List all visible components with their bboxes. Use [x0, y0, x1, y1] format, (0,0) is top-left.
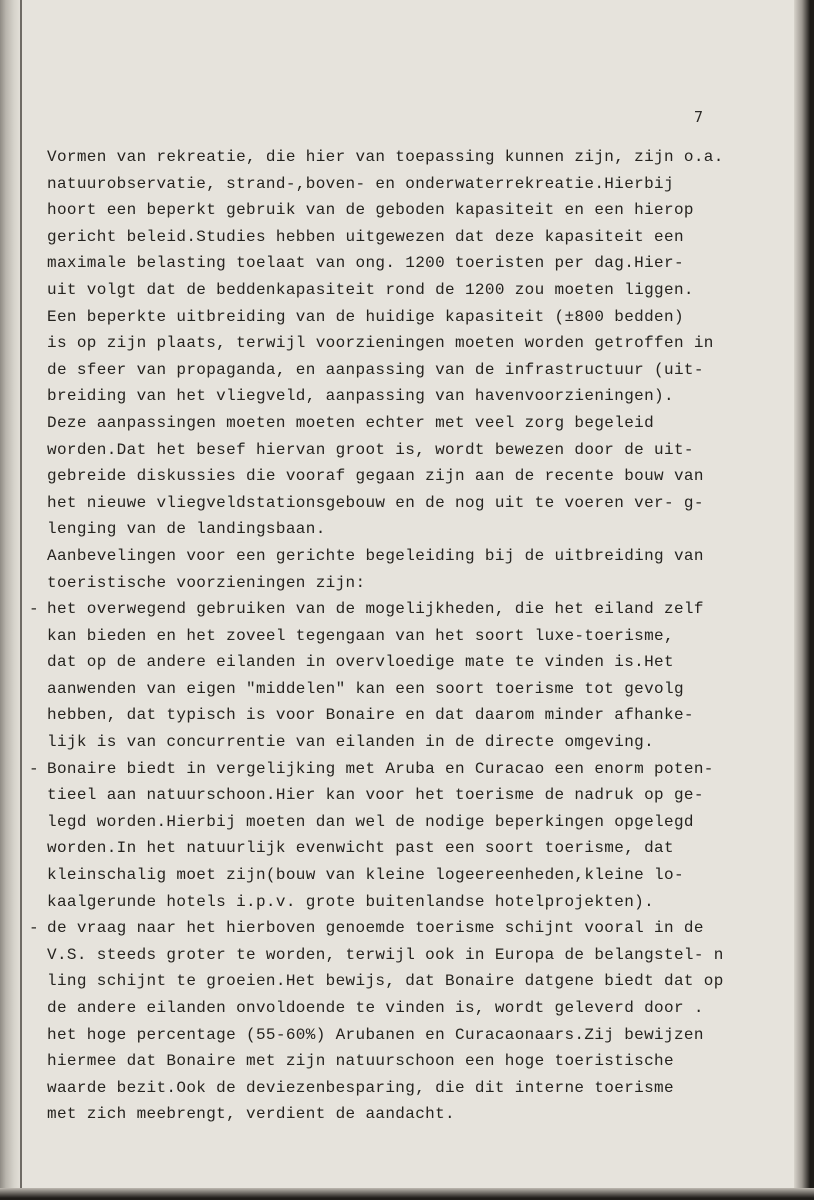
text-line: de sfeer van propaganda, en aanpassing van de infrastructuur (uit- [47, 360, 704, 379]
text-line: maximale belasting toelaat van ong. 1200 toeristen per dag.Hier- [47, 254, 684, 273]
bullet-item-line: - Bonaire biedt in vergelijking met Aruba en Curacao een enorm poten- [47, 756, 792, 783]
text-line: kleinschalig moet zijn(bouw van kleine logeereenheden,kleine lo- [47, 866, 684, 885]
text-line: natuurobservatie, strand-,boven- en onderwaterrekreatie.Hierbij [47, 174, 674, 193]
text-line: gericht beleid.Studies hebben uitgewezen dat deze kapasiteit een [47, 227, 684, 246]
text-line: lijk is van concurrentie van eilanden in de directe omgeving. [47, 733, 655, 752]
text-line: tieel aan natuurschoon.Hier kan voor het toerisme de nadruk op ge- [47, 786, 704, 805]
text-line: Aanbevelingen voor een gerichte begeleiding bij de uitbreiding van [47, 546, 704, 565]
text-line: Vormen van rekreatie, die hier van toepassing kunnen zijn, zijn o.a. [47, 148, 724, 166]
text-line: Deze aanpassingen moeten moeten echter met veel zorg begeleid [47, 413, 655, 432]
text-line: aanwenden van eigen "middelen" kan een soort toerisme tot gevolg [47, 679, 684, 698]
text-line: ling schijnt te groeien.Het bewijs, dat Bonaire datgene biedt dat op [47, 972, 724, 991]
text-line: uit volgt dat de beddenkapasiteit rond de 1200 zou moeten liggen. [47, 280, 694, 299]
text-line: Een beperkte uitbreiding van de huidige kapasiteit (±800 bedden) [47, 307, 684, 326]
text-line: waarde bezit.Ook de deviezenbesparing, die dit interne toerisme [47, 1078, 674, 1097]
text-line: legd worden.Hierbij moeten dan wel de nodige beperkingen opgelegd [47, 812, 694, 831]
text-line: de andere eilanden onvoldoende te vinden is, wordt geleverd door . [47, 999, 704, 1017]
text-line: met zich meebrengt, verdient de aandacht. [47, 1105, 456, 1124]
binding-edge [20, 0, 22, 1200]
text-line: worden.In het natuurlijk evenwicht past een soort toerisme, dat [47, 839, 674, 858]
text-line: is op zijn plaats, terwijl voorzieningen moeten worden getroffen in [47, 334, 714, 353]
text-line: gebreide diskussies die vooraf gegaan zijn aan de recente bouw van [47, 467, 704, 486]
text-line: worden.Dat het besef hiervan groot is, wordt bewezen door de uit- [47, 440, 694, 459]
page-spine-shadow [0, 0, 22, 1200]
page-number: 7 [694, 108, 704, 126]
text-line: breiding van het vliegveld, aanpassing van havenvoorzieningen). [47, 387, 674, 406]
text-line: dat op de andere eilanden in overvloedige mate te vinden is.Het [47, 653, 674, 672]
text-line: lenging van de landingsbaan. [47, 520, 326, 539]
bullet-item-line: - de vraag naar het hierboven genoemde toerisme schijnt vooral in de [47, 915, 792, 942]
text-line: toeristische voorzieningen zijn: [47, 573, 366, 592]
text-line: kan bieden en het zoveel tegengaan van het soort luxe-toerisme, [47, 626, 674, 645]
text-line: het nieuwe vliegveldstationsgebouw en de nog uit te voeren ver- g- [47, 493, 704, 512]
page-bottom-edge [0, 1188, 814, 1200]
text-line: hoort een beperkt gebruik van de geboden kapasiteit en een hierop [47, 201, 694, 220]
text-line: hiermee dat Bonaire met zijn natuurschoon een hoge toeristische [47, 1052, 674, 1071]
body-text [47, 144, 792, 1128]
text-line: V.S. steeds groter te worden, terwijl ook in Europa de belangstel- n [47, 945, 724, 964]
text-line: hebben, dat typisch is voor Bonaire en dat daarom minder afhanke- [47, 706, 694, 725]
text-line: het hoge percentage (55-60%) Arubanen en Curacaonaars.Zij bewijzen [47, 1025, 704, 1044]
bullet-item-line: - het overwegend gebruiken van de mogelijkheden, die het eiland zelf [47, 596, 792, 623]
page-right-edge [794, 0, 814, 1200]
text-line: kaalgerunde hotels i.p.v. grote buitenlandse hotelprojekten). [47, 892, 655, 911]
